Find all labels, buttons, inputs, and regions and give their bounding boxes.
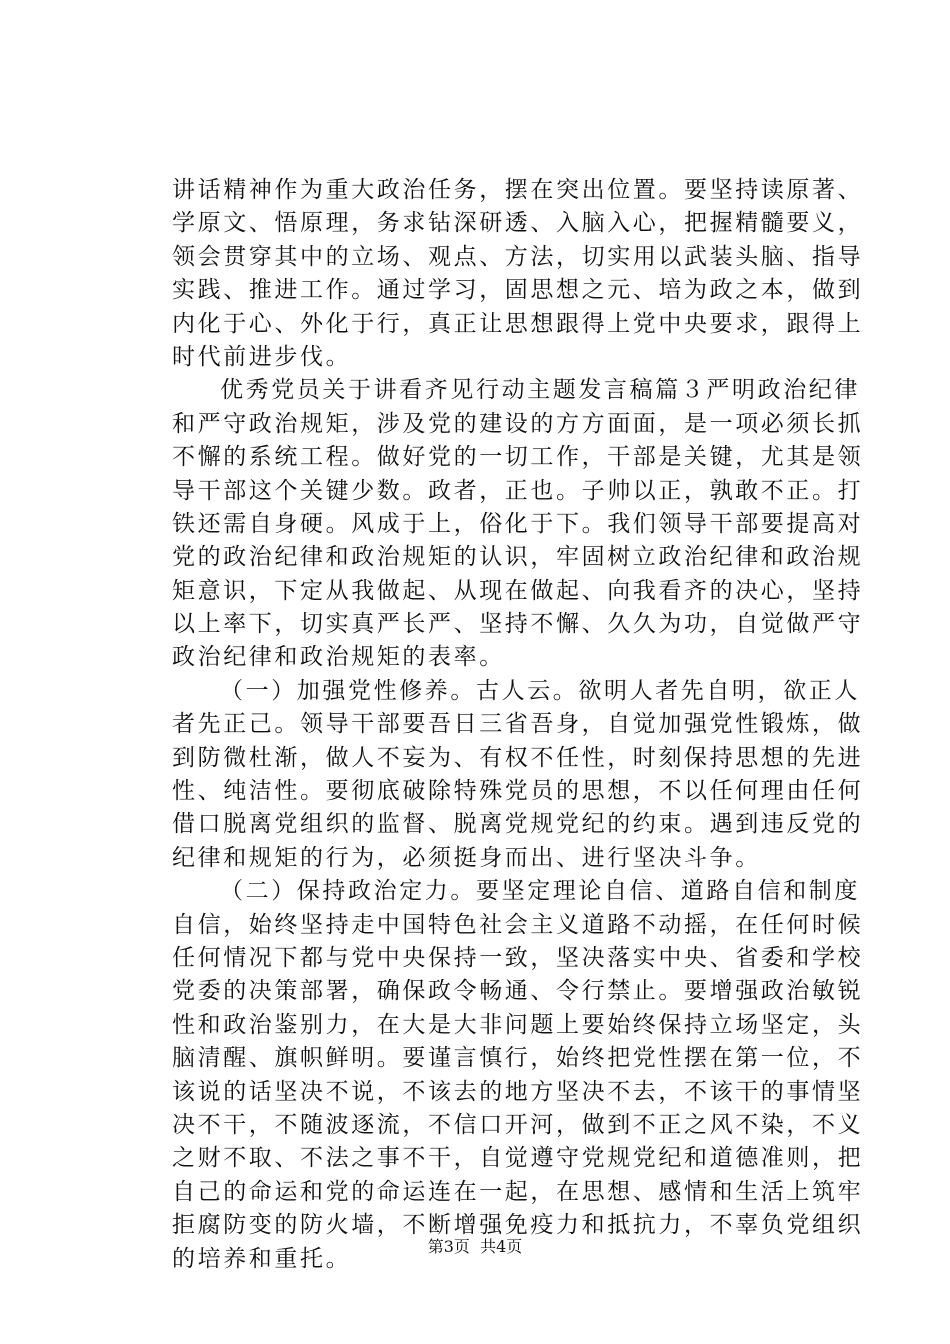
text-line: 时代前进步伐。 <box>172 343 352 370</box>
text-line: 以上率下，切实真严长严、坚持不懈、久久为功，自觉做严守 <box>172 611 864 638</box>
text-line: 决不干，不随波逐流，不信口开河，做到不正之风不染，不义 <box>172 1111 864 1138</box>
text-line: 和严守政治规矩，涉及党的建设的方方面面，是一项必须长抓 <box>172 410 864 437</box>
text-line: 性和政治鉴别力，在大是大非问题上要始终保持立场坚定，头 <box>172 1011 864 1038</box>
paragraph-first-line: （二）保持政治定力。要坚定理论自信、道路自信和制度 <box>220 878 860 905</box>
text-line: 实践、推进工作。通过学习，固思想之元、培为政之本，做到 <box>172 277 864 304</box>
text-line: 自己的命运和党的命运连在一起，在思想、感情和生活上筑牢 <box>172 1178 864 1205</box>
footer-spacer <box>470 1237 480 1256</box>
text-line: 纪律和规矩的行为，必须挺身而出、进行坚决斗争。 <box>172 844 761 871</box>
page-number: 第3页 <box>427 1237 470 1256</box>
text-line: 学原文、悟原理，务求钻深研透、入脑入心，把握精髓要义， <box>172 210 864 237</box>
page-total: 共4页 <box>480 1237 523 1256</box>
text-line: 该说的话坚决不说，不该去的地方坚决不去，不该干的事情坚 <box>172 1078 864 1105</box>
text-line: 借口脱离党组织的监督、脱离党规党纪的约束。遇到违反党的 <box>172 811 864 838</box>
text-line: 领会贯穿其中的立场、观点、方法，切实用以武装头脑、指导 <box>172 243 864 270</box>
text-line: 之财不取、不法之事不干，自觉遵守党规党纪和道德准则，把 <box>172 1145 864 1172</box>
text-line: 的培养和重托。 <box>172 1245 352 1272</box>
paragraph-first-line: 优秀党员关于讲看齐见行动主题发言稿篇３严明政治纪律 <box>220 377 860 404</box>
document-body <box>172 174 864 1276</box>
text-line: 导干部这个关键少数。政者，正也。子帅以正，孰敢不正。打 <box>172 477 864 504</box>
text-line: 任何情况下都与党中央保持一致，坚决落实中央、省委和学校 <box>172 944 864 971</box>
text-line: 党的政治纪律和政治规矩的认识，牢固树立政治纪律和政治规 <box>172 544 864 571</box>
text-line: 到防微杜渐，做人不妄为、有权不任性，时刻保持思想的先进 <box>172 744 864 771</box>
text-line: 脑清醒、旗帜鲜明。要谨言慎行，始终把党性摆在第一位，不 <box>172 1045 864 1072</box>
page-footer <box>0 1237 950 1257</box>
text-line: 矩意识，下定从我做起、从现在做起、向我看齐的决心，坚持 <box>172 577 864 604</box>
text-line: 不懈的系统工程。做好党的一切工作，干部是关键，尤其是领 <box>172 444 864 471</box>
text-line: 自信，始终坚持走中国特色社会主义道路不动摇，在任何时候 <box>172 911 864 938</box>
text-line: 党委的决策部署，确保政令畅通、令行禁止。要增强政治敏锐 <box>172 978 864 1005</box>
text-line: 内化于心、外化于行，真正让思想跟得上党中央要求，跟得上 <box>172 310 864 337</box>
text-line: 政治纪律和政治规矩的表率。 <box>172 644 505 671</box>
text-line: 者先正己。领导干部要吾日三省吾身，自觉加强党性锻炼，做 <box>172 711 864 738</box>
text-line: 讲话精神作为重大政治任务，摆在突出位置。要坚持读原著、 <box>172 177 864 203</box>
text-line: 性、纯洁性。要彻底破除特殊党员的思想，不以任何理由任何 <box>172 778 864 805</box>
text-line: 拒腐防变的防火墙，不断增强免疫力和抵抗力，不辜负党组织 <box>172 1212 864 1239</box>
text-line: 铁还需自身硬。风成于上，俗化于下。我们领导干部要提高对 <box>172 510 864 537</box>
paragraph-first-line: （一）加强党性修养。古人云。欲明人者先自明，欲正人 <box>220 677 860 704</box>
